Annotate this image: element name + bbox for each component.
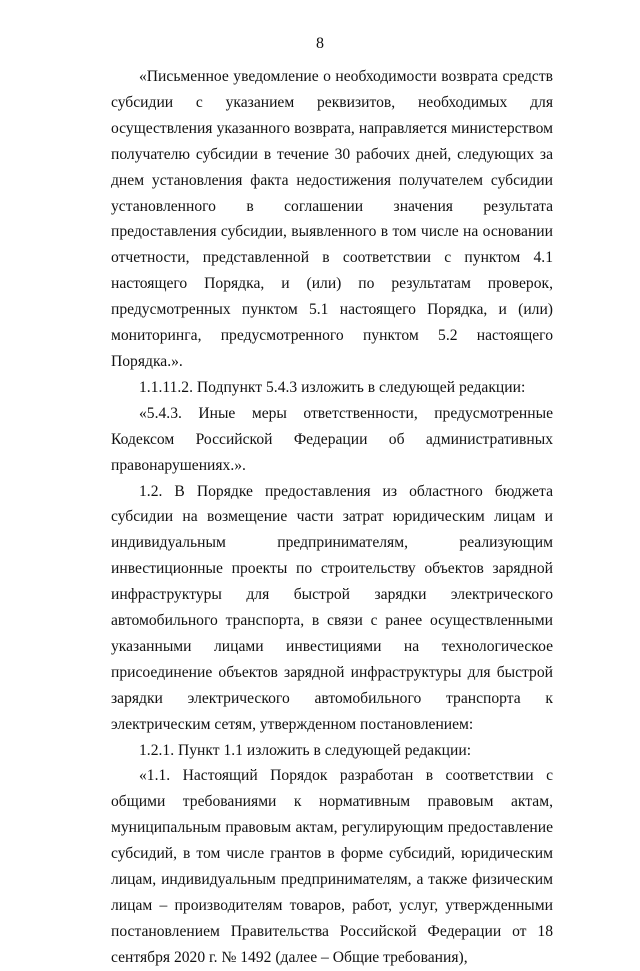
paragraph-clause-1-2-1: 1.2.1. Пункт 1.1 изложить в следующей редакции:: [139, 741, 472, 759]
paragraph-clause-1-2: 1.2. В Порядке предоставления из областного бюджета субсидии на возмещение части затрат юридическим лицам и индивидуальным предпринимателям, реализующим инвестиционные проекты по строительству объектов зарядной инфраструктуры для быстрой зарядки электрического автомобильного транспорта, в связи с ранее осуществленными указанными лицами инвестициями на технологическое присоединение объектов зарядной инфраструктуры для быстрой зарядки электрического автомобильного транспорта к электрическим сетям, утвержденном постановлением:: [111, 482, 553, 733]
page-number: 8: [316, 35, 324, 52]
paragraph-notification-return: «Письменное уведомление о необходимости возврата средств субсидии с указанием реквизитов, необходимых для осуществления указанного возврата, направляется министерством получателю субсидии в течение 30 рабочих дней, следующих за днем установления факта недостижения получателем субсидии установленного в соглашении значения результата предоставления субсидии, выявленного в том числе на основании отчетности, представленной в соответствии с пунктом 4.1 настоящего Порядка, и (или) по результатам проверок, предусмотренных пунктом 5.1 настоящего Порядка, и (или) мониторинга, предусмотренного пунктом 5.2 настоящего Порядка.».: [111, 68, 553, 370]
paragraph-subclause-5-4-3: «5.4.3. Иные меры ответственности, предусмотренные Кодексом Российской Федерации об административных правонарушениях.».: [111, 404, 553, 474]
paragraph-subclause-1-1-11-2: 1.1.11.2. Подпункт 5.4.3 изложить в следующей редакции:: [139, 378, 526, 396]
paragraph-clause-1-1-text: «1.1. Настоящий Порядок разработан в соответствии с общими требованиями к нормативным правовым актам, муниципальным правовым актам, регулирующим предоставление субсидий, в том числе грантов в форме субсидий, юридическим лицам, индивидуальным предпринимателям, а также физическим лицам – производителям товаров, работ, услуг, утвержденными постановлением Правительства Российской Федерации от 18 сентября 2020 г. № 1492 (далее – Общие требования),: [111, 767, 553, 966]
document-body: [111, 64, 553, 971]
